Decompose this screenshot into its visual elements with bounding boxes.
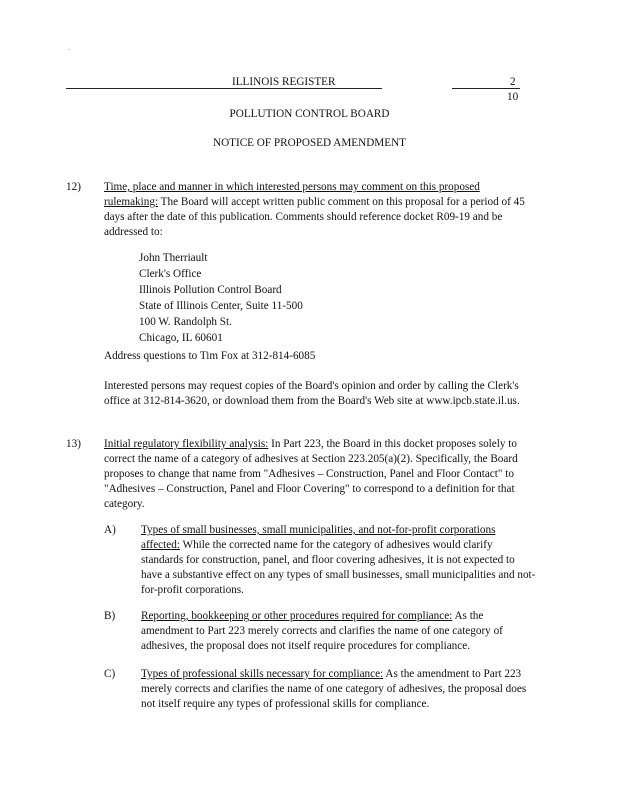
address-line: State of Illinois Center, Suite 11-500	[139, 300, 303, 312]
subitem-heading: Types of small businesses, small municipalities, and not-for-profit corporations affected:	[141, 524, 496, 551]
item-13-heading: Initial regulatory flexibility analysis:	[104, 438, 269, 450]
notice-title: NOTICE OF PROPOSED AMENDMENT	[212, 137, 406, 149]
subitem-heading: Reporting, bookkeeping or other procedures required for compliance:	[141, 610, 453, 622]
page-number: 2	[510, 76, 516, 88]
subitem-body: As the amendment to Part 223 merely corrects and clarifies the name of one category of adhesives, the proposal does not itself require procedures for compliance.	[141, 610, 503, 652]
copies-paragraph: Interested persons may request copies of the Board's opinion and order by calling the Clerk's office at 312-814-3620, or download them from the Board's Web site at www.ipcb.state.il.us.	[104, 380, 520, 407]
address-line: 100 W. Randolph St.	[139, 316, 232, 328]
subitem-label: C)	[104, 668, 116, 680]
subitem-text	[141, 667, 537, 712]
questions-contact: Address questions to Tim Fox at 312-814-6085	[104, 350, 316, 362]
volume-number: 10	[507, 91, 519, 103]
item-13-body: In Part 223, the Board in this docket proposes solely to correct the name of a category of adhesives at Section 223.205(a)(2). Specifically, the Board proposes to change that name from "Adhesives – Construction, Panel and Floor Contact" to "Adhesives – Construction, Panel and Floor Covering" to correspond to a definition for that category.	[104, 438, 518, 510]
address-line: Clerk's Office	[139, 268, 202, 280]
board-name: POLLUTION CONTROL BOARD	[229, 108, 390, 120]
subitem-body: As the amendment to Part 223 merely corrects and clarifies the name of one category of adhesives, the proposal does not itself require any types of professional skills for compliance.	[141, 668, 527, 710]
clerk-address	[139, 250, 303, 346]
subitem-text	[141, 609, 537, 654]
subitem-heading: Types of professional skills necessary for compliance:	[141, 668, 384, 680]
item-13-paragraph	[104, 437, 534, 512]
register-title: ILLINOIS REGISTER	[232, 76, 336, 88]
item-13-number: 13)	[66, 438, 81, 450]
subitem-text	[141, 523, 537, 598]
subitem-label: A)	[104, 524, 116, 536]
subitem-body: While the corrected name for the category of adhesives would clarify standards for construction, panel, and floor covering adhesives, it is not expected to have a substantive effect on any types of small businesses, small municipalities and not-for-profit corporations.	[141, 539, 536, 596]
item-12-paragraph	[104, 180, 534, 240]
address-line: Chicago, IL 60601	[139, 332, 223, 344]
item-12-body: The Board will accept written public comment on this proposal for a period of 45 days after the date of this publication. Comments should reference docket R09-19 and be addressed to:	[104, 196, 525, 238]
address-line: Illinois Pollution Control Board	[139, 284, 282, 296]
item-12-heading: Time, place and manner in which interested persons may comment on this proposed rulemaking:	[104, 181, 480, 208]
scan-speck: .	[68, 43, 70, 52]
item-12-number: 12)	[66, 181, 81, 193]
subitem-label: B)	[104, 610, 116, 622]
address-line: John Therriault	[139, 252, 208, 264]
